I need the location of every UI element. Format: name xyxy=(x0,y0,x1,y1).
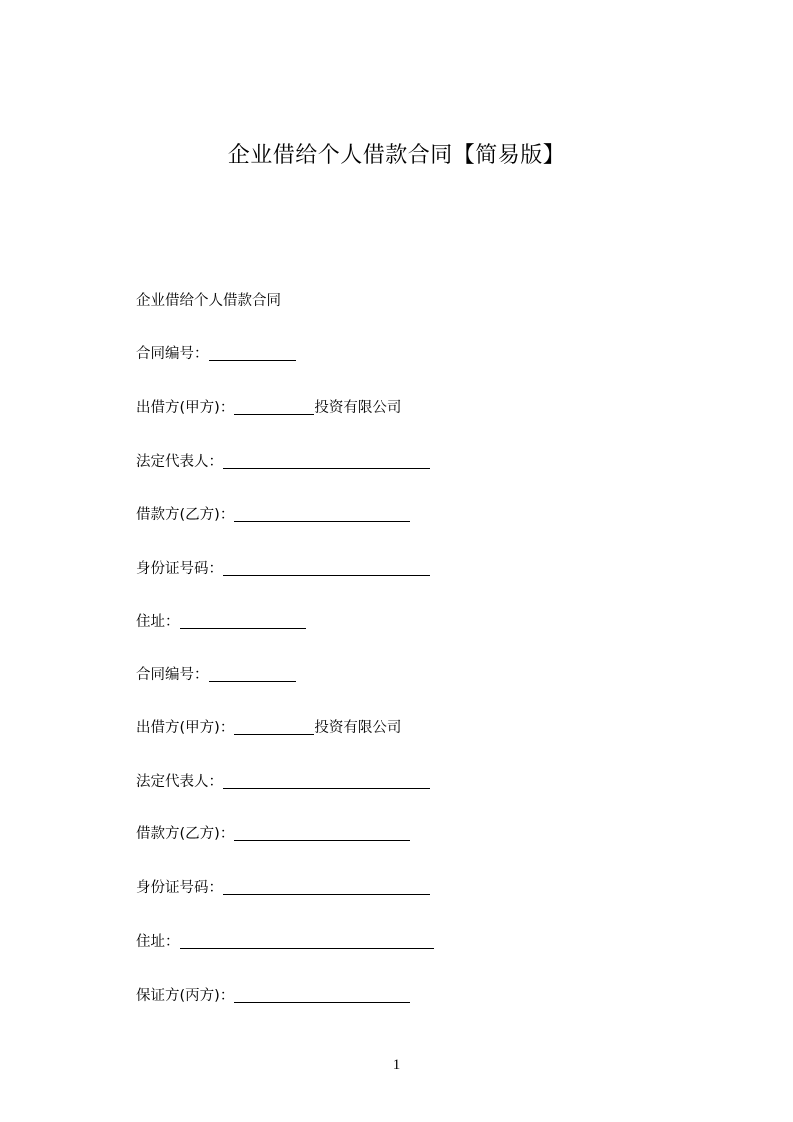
field-legal-representative xyxy=(136,451,430,473)
field-label: 借款方(乙方)： xyxy=(136,826,235,842)
fill-in-blank[interactable] xyxy=(234,986,410,1003)
field-address xyxy=(136,611,306,633)
field-label: 住址： xyxy=(136,614,180,630)
field-label: 合同编号： xyxy=(136,667,209,683)
field-contract-number xyxy=(136,343,296,365)
fill-in-blank[interactable] xyxy=(234,824,410,841)
fill-in-blank[interactable] xyxy=(234,505,410,522)
fill-in-blank[interactable] xyxy=(180,932,434,949)
field-label: 保证方(丙方)： xyxy=(136,988,235,1004)
contract-subtitle xyxy=(136,290,281,312)
field-label: 住址： xyxy=(136,934,180,950)
field-guarantor xyxy=(136,985,410,1007)
field-label: 法定代表人： xyxy=(136,454,223,470)
field-lender xyxy=(136,717,401,739)
field-label: 身份证号码： xyxy=(136,561,223,577)
field-label: 出借方(甲方)： xyxy=(136,400,235,416)
field-borrower xyxy=(136,504,410,526)
fill-in-blank[interactable] xyxy=(209,344,296,361)
page-number: 1 xyxy=(392,1057,401,1073)
fill-in-blank[interactable] xyxy=(223,452,430,469)
field-suffix: 投资有限公司 xyxy=(314,400,402,416)
field-contract-number xyxy=(136,664,296,686)
field-id-number xyxy=(136,877,430,899)
field-label: 法定代表人： xyxy=(136,774,223,790)
field-address xyxy=(136,931,434,953)
field-label: 合同编号： xyxy=(136,346,209,362)
field-label: 身份证号码： xyxy=(136,880,223,896)
field-legal-representative xyxy=(136,771,430,793)
field-suffix: 投资有限公司 xyxy=(314,720,402,736)
fill-in-blank[interactable] xyxy=(223,878,430,895)
fill-in-blank[interactable] xyxy=(223,559,430,576)
field-id-number xyxy=(136,558,430,580)
field-label: 出借方(甲方)： xyxy=(136,720,235,736)
fill-in-blank[interactable] xyxy=(223,772,430,789)
fill-in-blank[interactable] xyxy=(209,665,296,682)
fill-in-blank[interactable] xyxy=(180,612,306,629)
contract-subtitle-text: 企业借给个人借款合同 xyxy=(136,293,281,309)
field-lender xyxy=(136,397,401,419)
field-label: 借款方(乙方)： xyxy=(136,507,235,523)
field-borrower xyxy=(136,823,410,845)
document-title: 企业借给个人借款合同【简易版】 xyxy=(227,143,566,168)
fill-in-blank[interactable] xyxy=(234,718,314,735)
fill-in-blank[interactable] xyxy=(234,398,314,415)
